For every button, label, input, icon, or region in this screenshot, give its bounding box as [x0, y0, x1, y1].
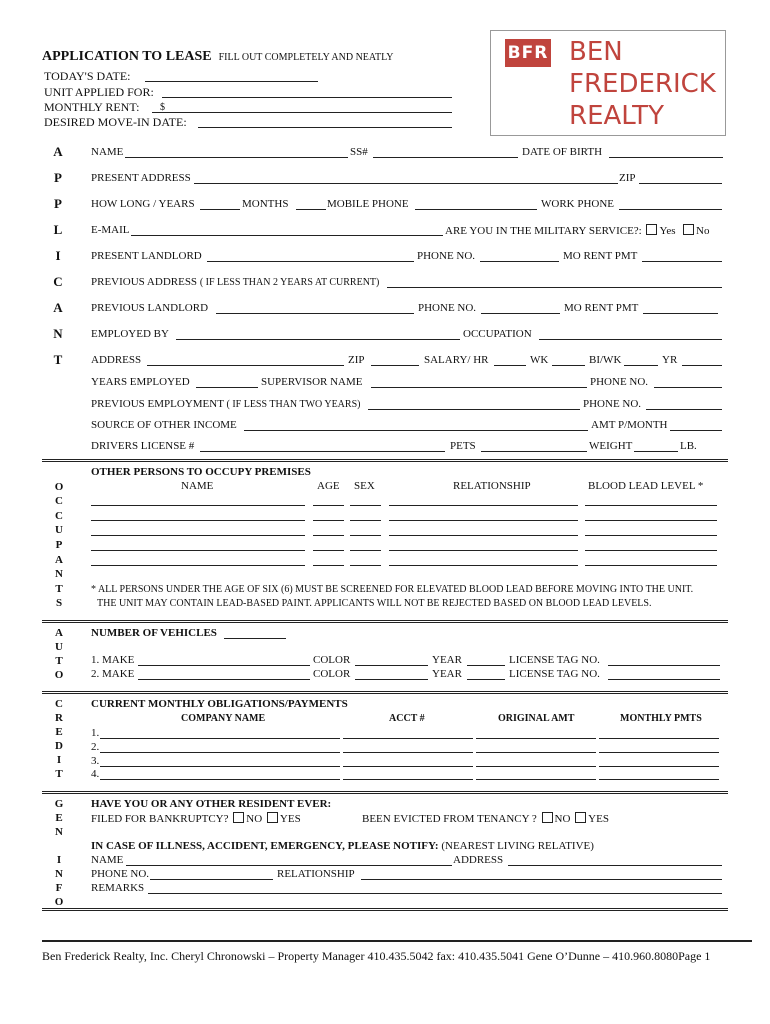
occupant-sex-field[interactable]	[350, 520, 381, 521]
salary-hr-field[interactable]	[494, 365, 526, 366]
credit-row-num: 1.	[91, 727, 100, 739]
rent-dollar-symbol: $	[160, 102, 165, 113]
side-letter: A	[55, 627, 63, 639]
lb-label: LB.	[680, 440, 697, 452]
occupant-relationship-field[interactable]	[389, 550, 578, 551]
company-logo	[490, 30, 726, 136]
mobile-phone-label: MOBILE PHONE	[327, 198, 409, 210]
occupant-relationship-field[interactable]	[389, 505, 578, 506]
credit-company-field[interactable]	[100, 766, 340, 767]
emergency-address-label: ADDRESS	[453, 854, 504, 866]
credit-monthly-field[interactable]	[599, 738, 719, 739]
other-income-field[interactable]	[244, 430, 588, 431]
pets-label: PETS	[450, 440, 476, 452]
side-letter: P	[55, 539, 63, 551]
credit-row-num: 4.	[91, 768, 100, 780]
occupant-name-field[interactable]	[91, 550, 305, 551]
license-1-field[interactable]	[608, 665, 720, 666]
move-in-field[interactable]	[198, 127, 452, 128]
todays-date-field[interactable]	[145, 81, 318, 82]
employer-address-field[interactable]	[147, 365, 344, 366]
previous-landlord-field[interactable]	[216, 313, 414, 314]
salary-yr-field[interactable]	[682, 365, 722, 366]
ss-label: SS#	[350, 146, 368, 158]
weight-label: WEIGHT	[589, 440, 633, 452]
name-field[interactable]	[125, 157, 348, 158]
credit-company-field[interactable]	[100, 779, 340, 780]
military-no-checkbox[interactable]	[683, 224, 694, 235]
biwk-label: BI/WK	[589, 354, 622, 366]
credit-acct-field[interactable]	[343, 766, 473, 767]
supervisor-phone-field[interactable]	[654, 387, 722, 388]
year-2-label: YEAR	[432, 668, 462, 680]
occupant-relationship-field[interactable]	[389, 565, 578, 566]
salary-biwk-field[interactable]	[624, 365, 658, 366]
emergency-address-field[interactable]	[508, 865, 722, 866]
years-field[interactable]	[200, 209, 240, 210]
remarks-field[interactable]	[148, 893, 722, 894]
side-letter: A	[53, 300, 63, 315]
occupant-blood-lead-field[interactable]	[585, 520, 717, 521]
section-divider	[42, 620, 728, 623]
side-letter: N	[55, 868, 63, 880]
employer-zip-label: ZIP	[348, 354, 365, 366]
mo-rent-label: MO RENT PMT	[563, 250, 638, 262]
year-1-field[interactable]	[467, 665, 505, 666]
obligations-heading: CURRENT MONTHLY OBLIGATIONS/PAYMENTS	[91, 698, 348, 710]
blood-lead-note-2: THE UNIT MAY CONTAIN LEAD-BASED PAINT. APPLICANTS WILL NOT BE REJECTED BASED ON BLOOD LEAD LEVELS.	[97, 598, 652, 609]
yr-label: YR	[662, 354, 678, 366]
bankruptcy-no-checkbox[interactable]	[233, 812, 244, 823]
dob-field[interactable]	[609, 157, 723, 158]
email-field[interactable]	[131, 235, 443, 236]
occupation-label: OCCUPATION	[463, 328, 532, 340]
side-letter: T	[55, 583, 63, 595]
side-letter: D	[55, 740, 63, 752]
col-company: COMPANY NAME	[181, 713, 266, 724]
prev-landlord-phone-field[interactable]	[481, 313, 560, 314]
section-divider	[42, 791, 728, 794]
occupant-age-field[interactable]	[313, 505, 344, 506]
present-address-label: PRESENT ADDRESS	[91, 172, 191, 184]
previous-employment-field[interactable]	[368, 409, 580, 410]
emergency-phone-field[interactable]	[150, 879, 273, 880]
section-divider	[42, 908, 728, 911]
col-age: AGE	[317, 480, 340, 492]
side-letter: O	[54, 896, 64, 908]
logo-line-3: REALTY	[569, 101, 664, 131]
credit-monthly-field[interactable]	[599, 752, 719, 753]
license-1-label: LICENSE TAG NO.	[509, 654, 600, 666]
months-field[interactable]	[296, 209, 326, 210]
occupant-blood-lead-field[interactable]	[585, 550, 717, 551]
employer-address-label: ADDRESS	[91, 354, 142, 366]
color-2-label: COLOR	[313, 668, 351, 680]
email-label: E-MAIL	[91, 224, 130, 236]
year-1-label: YEAR	[432, 654, 462, 666]
credit-monthly-field[interactable]	[599, 779, 719, 780]
previous-address-label: PREVIOUS ADDRESS ( IF LESS THAN 2 YEARS AT CURRENT)	[91, 276, 380, 288]
side-letter: N	[53, 326, 63, 341]
previous-employment-label: PREVIOUS EMPLOYMENT ( IF LESS THAN TWO YEARS)	[91, 398, 361, 410]
col-acct: ACCT #	[389, 713, 425, 724]
side-letter: E	[55, 812, 63, 824]
occupant-blood-lead-field[interactable]	[585, 505, 717, 506]
credit-acct-field[interactable]	[343, 779, 473, 780]
make-2-field[interactable]	[138, 679, 310, 680]
emergency-name-label: NAME	[91, 854, 124, 866]
col-relationship: RELATIONSHIP	[453, 480, 531, 492]
months-label: MONTHS	[242, 198, 289, 210]
prev-landlord-phone-label: PHONE NO.	[418, 302, 477, 314]
occupant-age-field[interactable]	[313, 520, 344, 521]
present-address-field[interactable]	[194, 183, 618, 184]
occupant-sex-field[interactable]	[350, 535, 381, 536]
logo-line-1: BEN	[569, 37, 623, 67]
side-letter: P	[54, 170, 62, 185]
occupant-age-field[interactable]	[313, 535, 344, 536]
supervisor-label: SUPERVISOR NAME	[261, 376, 363, 388]
occupant-relationship-field[interactable]	[389, 520, 578, 521]
credit-acct-field[interactable]	[343, 752, 473, 753]
emergency-relationship-field[interactable]	[361, 879, 722, 880]
side-letter: P	[54, 196, 62, 211]
side-letter: L	[53, 222, 63, 237]
present-landlord-label: PRESENT LANDLORD	[91, 250, 202, 262]
vehicle-count-field[interactable]	[224, 638, 286, 639]
weight-field[interactable]	[634, 451, 678, 452]
occupant-age-field[interactable]	[313, 550, 344, 551]
make-1-label: 1. MAKE	[91, 654, 135, 666]
side-letter: T	[55, 768, 63, 780]
employed-by-field[interactable]	[176, 339, 460, 340]
page-number: Page 1	[678, 949, 711, 963]
side-letter: O	[54, 669, 64, 681]
col-sex: SEX	[354, 480, 375, 492]
make-2-label: 2. MAKE	[91, 668, 135, 680]
side-letter: I	[56, 854, 62, 866]
previous-landlord-label: PREVIOUS LANDLORD	[91, 302, 209, 314]
bankruptcy-question: FILED FOR BANKRUPTCY? NO YES	[91, 813, 301, 825]
col-original: ORIGINAL AMT	[498, 713, 575, 724]
landlord-phone-label: PHONE NO.	[417, 250, 476, 262]
license-2-field[interactable]	[608, 679, 720, 680]
occupant-relationship-field[interactable]	[389, 535, 578, 536]
salary-wk-field[interactable]	[552, 365, 585, 366]
color-1-field[interactable]	[355, 665, 428, 666]
military-yes-checkbox[interactable]	[646, 224, 657, 235]
credit-original-field[interactable]	[476, 752, 596, 753]
color-1-label: COLOR	[313, 654, 351, 666]
occupant-blood-lead-field[interactable]	[585, 565, 717, 566]
work-phone-field[interactable]	[619, 209, 722, 210]
logo-mark: BFR	[505, 39, 551, 67]
name-label: NAME	[91, 146, 124, 158]
side-letter: C	[55, 510, 63, 522]
footer-contact: Ben Frederick Realty, Inc. Cheryl Chronowski – Property Manager 410.435.5042 fax: 410.435.5041 Gene O’Dunne – 410.960.8080Page 1	[42, 949, 711, 963]
license-2-label: LICENSE TAG NO.	[509, 668, 600, 680]
amt-month-field[interactable]	[670, 430, 722, 431]
landlord-phone-field[interactable]	[480, 261, 559, 262]
remarks-label: REMARKS	[91, 882, 145, 894]
present-landlord-field[interactable]	[207, 261, 414, 262]
credit-row-num: 3.	[91, 755, 100, 767]
occupant-name-field[interactable]	[91, 535, 305, 536]
credit-original-field[interactable]	[476, 766, 596, 767]
evicted-question: BEEN EVICTED FROM TENANCY ? NO YES	[362, 813, 609, 825]
credit-company-field[interactable]	[100, 738, 340, 739]
monthly-rent-label: MONTHLY RENT:	[44, 100, 140, 114]
col-blood-lead: BLOOD LEAD LEVEL *	[588, 480, 704, 492]
side-letter: I	[56, 754, 62, 766]
credit-row-num: 2.	[91, 741, 100, 753]
employed-by-label: EMPLOYED BY	[91, 328, 169, 340]
emergency-heading: IN CASE OF ILLNESS, ACCIDENT, EMERGENCY, PLEASE NOTIFY: (NEAREST LIVING RELATIVE)	[91, 840, 594, 852]
credit-company-field[interactable]	[100, 752, 340, 753]
bankruptcy-yes-checkbox[interactable]	[267, 812, 278, 823]
employer-zip-field[interactable]	[371, 365, 419, 366]
prev-mo-rent-label: MO RENT PMT	[564, 302, 639, 314]
side-letter: I	[55, 248, 61, 263]
salary-label: SALARY/ HR	[424, 354, 489, 366]
occupant-sex-field[interactable]	[350, 505, 381, 506]
evicted-yes-checkbox[interactable]	[575, 812, 586, 823]
side-letter: E	[55, 726, 63, 738]
side-letter: A	[53, 144, 63, 159]
footer-rule	[42, 940, 752, 942]
vehicles-heading: NUMBER OF VEHICLES	[91, 627, 217, 639]
mo-rent-field[interactable]	[642, 261, 722, 262]
drivers-license-label: DRIVERS LICENSE #	[91, 440, 195, 452]
side-letter: G	[54, 798, 64, 810]
credit-monthly-field[interactable]	[599, 766, 719, 767]
occupant-name-field[interactable]	[91, 505, 305, 506]
wk-label: WK	[530, 354, 549, 366]
col-name: NAME	[181, 480, 214, 492]
side-letter: U	[55, 524, 63, 536]
col-monthly: MONTHLY PMTS	[620, 713, 702, 724]
section-divider	[42, 691, 728, 694]
credit-original-field[interactable]	[476, 779, 596, 780]
occupant-age-field[interactable]	[313, 565, 344, 566]
side-letter: C	[55, 698, 63, 710]
make-1-field[interactable]	[138, 665, 310, 666]
occupant-name-field[interactable]	[91, 520, 305, 521]
prev-mo-rent-field[interactable]	[643, 313, 718, 314]
previous-address-field[interactable]	[387, 287, 722, 288]
supervisor-phone-label: PHONE NO.	[590, 376, 649, 388]
work-phone-label: WORK PHONE	[541, 198, 615, 210]
side-letter: T	[55, 655, 63, 667]
year-2-field[interactable]	[467, 679, 505, 680]
side-letter: F	[55, 882, 63, 894]
logo-line-2: FREDERICK	[569, 69, 716, 99]
dob-label: DATE OF BIRTH	[522, 146, 603, 158]
monthly-rent-field[interactable]	[152, 112, 452, 113]
side-letter: U	[55, 641, 63, 653]
side-letter: A	[55, 554, 63, 566]
occupant-sex-field[interactable]	[350, 550, 381, 551]
credit-acct-field[interactable]	[343, 738, 473, 739]
emergency-name-field[interactable]	[126, 865, 452, 866]
occupant-sex-field[interactable]	[350, 565, 381, 566]
occupant-blood-lead-field[interactable]	[585, 535, 717, 536]
emergency-phone-label: PHONE NO.	[91, 868, 150, 880]
military-label: ARE YOU IN THE MILITARY SERVICE?: Yes No	[445, 225, 710, 237]
amt-month-label: AMT P/MONTH	[591, 419, 668, 431]
evicted-no-checkbox[interactable]	[542, 812, 553, 823]
todays-date-label: TODAY'S DATE:	[44, 69, 131, 83]
side-letter: N	[55, 826, 63, 838]
occupants-heading: OTHER PERSONS TO OCCUPY PREMISES	[91, 466, 311, 478]
general-heading: HAVE YOU OR ANY OTHER RESIDENT EVER:	[91, 798, 332, 810]
ss-field[interactable]	[373, 157, 518, 158]
occupant-name-field[interactable]	[91, 565, 305, 566]
pets-field[interactable]	[481, 451, 587, 452]
side-letter: T	[53, 352, 63, 367]
credit-original-field[interactable]	[476, 738, 596, 739]
side-letter: R	[55, 712, 63, 724]
form-title: APPLICATION TO LEASE FILL OUT COMPLETELY AND NEATLY	[42, 49, 394, 64]
other-income-label: SOURCE OF OTHER INCOME	[91, 419, 237, 431]
form-subtitle: FILL OUT COMPLETELY AND NEATLY	[218, 52, 394, 63]
emergency-relationship-label: RELATIONSHIP	[277, 868, 355, 880]
years-employed-field[interactable]	[196, 387, 258, 388]
side-letter: N	[55, 568, 63, 580]
unit-applied-field[interactable]	[162, 97, 452, 98]
side-letter: S	[55, 597, 63, 609]
move-in-label: DESIRED MOVE-IN DATE:	[44, 115, 187, 129]
supervisor-field[interactable]	[371, 387, 587, 388]
zip-label: ZIP	[619, 172, 636, 184]
prev-employment-phone-field[interactable]	[646, 409, 722, 410]
years-employed-label: YEARS EMPLOYED	[91, 376, 190, 388]
section-divider	[42, 459, 728, 462]
zip-field[interactable]	[639, 183, 722, 184]
mobile-phone-field[interactable]	[415, 209, 537, 210]
prev-employment-phone-label: PHONE NO.	[583, 398, 642, 410]
color-2-field[interactable]	[355, 679, 428, 680]
occupation-field[interactable]	[539, 339, 722, 340]
side-letter: O	[54, 481, 64, 493]
blood-lead-note-1: * ALL PERSONS UNDER THE AGE OF SIX (6) MUST BE SCREENED FOR ELEVATED BLOOD LEAD BEFORE MOVING INTO THE UNIT.	[91, 584, 694, 595]
side-letter: C	[55, 495, 63, 507]
drivers-license-field[interactable]	[200, 451, 445, 452]
side-letter: C	[53, 274, 63, 289]
unit-applied-label: UNIT APPLIED FOR:	[44, 85, 154, 99]
how-long-label: HOW LONG / YEARS	[91, 198, 195, 210]
